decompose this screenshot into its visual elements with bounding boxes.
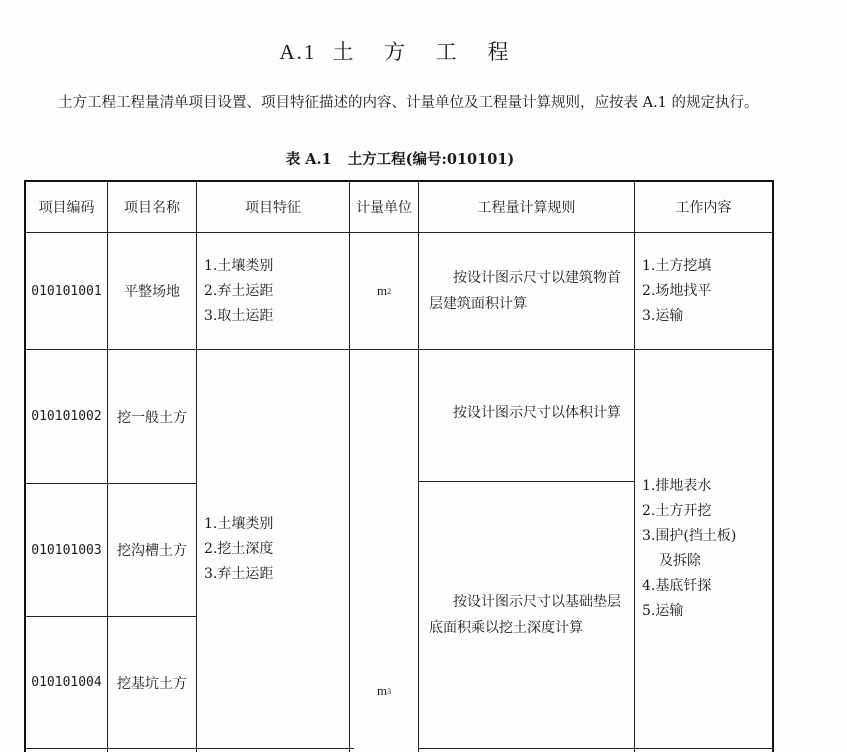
row-1-unit <box>350 233 418 349</box>
row-1-work-1: 1.土方挖填 <box>642 257 712 274</box>
header-code: 项目编码 <box>38 200 95 216</box>
shared-work-1: 1.排地表水 <box>642 478 712 494</box>
header-rule: 工程量计算规则 <box>477 200 576 216</box>
row-4-bottom-rule-right <box>418 748 773 749</box>
shared-feature-1: 1.土壤类别 <box>204 515 274 532</box>
table-caption-label: 表 A.1 <box>285 151 332 168</box>
row-1-name: 平整场地 <box>124 284 180 300</box>
row-3-name: 挖沟槽土方 <box>117 543 187 559</box>
table-right-rule <box>772 180 774 752</box>
shared-feature-3: 3.弃土运距 <box>204 565 274 582</box>
row-1-work-2: 2.场地找平 <box>642 282 712 299</box>
header-unit: 计量单位 <box>356 200 412 216</box>
shared-work-3-cont: 及拆除 <box>659 553 701 569</box>
shared-work-3: 3.围护(挡土板) <box>642 528 737 544</box>
shared-work-4: 4.基底钎探 <box>642 578 712 594</box>
header-name: 项目名称 <box>124 200 180 216</box>
section-heading: 土 方 工 程 <box>332 40 521 64</box>
shared-feature-2: 2.挖土深度 <box>204 540 274 557</box>
header-work: 工作内容 <box>675 200 732 216</box>
shared-work-2: 2.土方开挖 <box>642 503 712 519</box>
rule-general: 按设计图示尺寸以体积计算 <box>453 405 621 421</box>
shared-work <box>635 350 772 748</box>
row-1-code: 010101001 <box>31 283 102 299</box>
shared-unit-base: m <box>376 683 388 698</box>
row-1-work <box>635 233 772 349</box>
shared-unit <box>350 676 418 706</box>
row-2-code: 010101002 <box>31 409 102 424</box>
row-4-code: 010101004 <box>31 675 102 690</box>
row-1-rule: 按设计图示尺寸以建筑物首层建筑面积计算 <box>429 270 621 312</box>
shared-unit-exponent: 3 <box>387 686 392 696</box>
row-1-feature-1: 1.土壤类别 <box>204 257 274 274</box>
row-1-features <box>197 233 349 349</box>
row-4-bottom-rule-left <box>24 748 354 749</box>
row-1-work-3: 3.运输 <box>642 307 684 324</box>
row-1-feature-3: 3.取土运距 <box>204 307 274 324</box>
row-3-code: 010101003 <box>31 542 102 558</box>
shared-work-5: 5.运输 <box>642 603 684 619</box>
row-1-feature-2: 2.弃土运距 <box>204 282 274 299</box>
section-number: A.1 <box>279 40 317 64</box>
rule-trench: 按设计图示尺寸以基础垫层底面积乘以挖土深度计算 <box>429 594 621 636</box>
row-2-name: 挖一般土方 <box>117 409 187 426</box>
row-1-unit-base: m <box>376 283 388 298</box>
row-4-name: 挖基坑土方 <box>117 675 187 692</box>
intro-paragraph: 土方工程工程量清单项目设置、项目特征描述的内容、计量单位及工程量计算规则，应按表 A.1 的规定执行。 <box>58 95 759 111</box>
shared-features <box>197 350 349 748</box>
table-caption-title: 土方工程(编号:010101) <box>347 151 515 168</box>
row-1-unit-exponent: 2 <box>387 286 392 296</box>
header-features: 项目特征 <box>245 200 301 216</box>
